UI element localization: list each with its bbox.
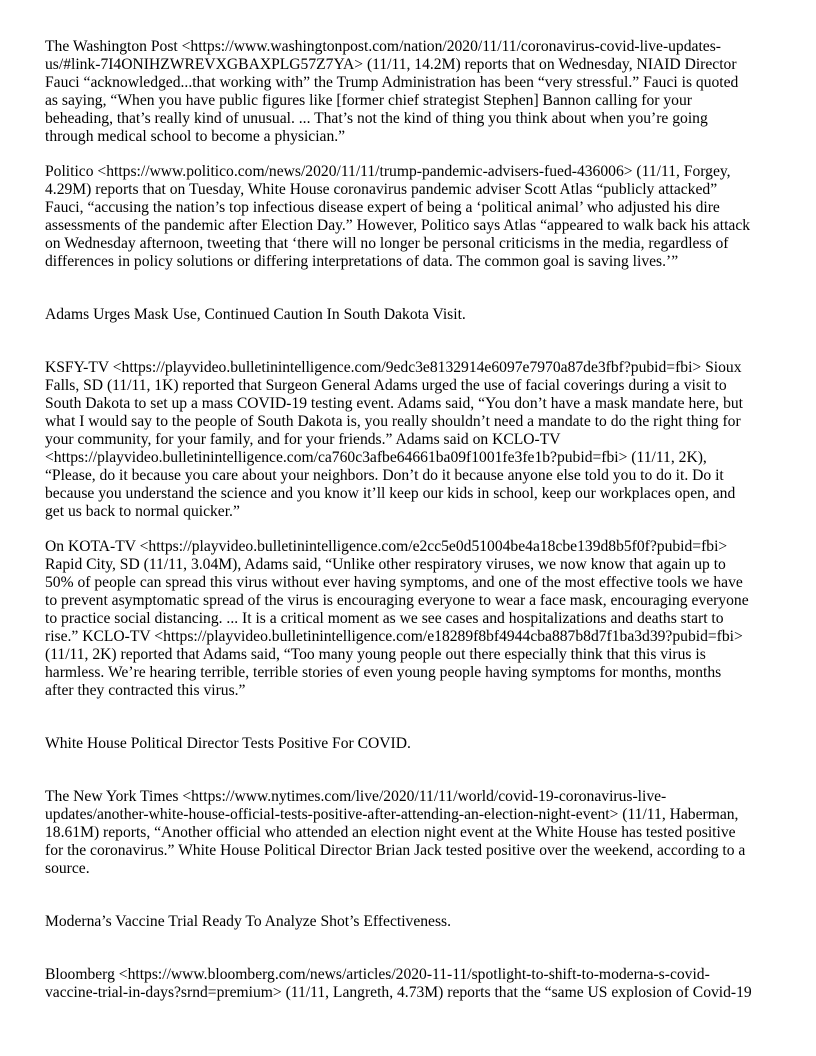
document-page [45,38,773,1002]
paragraph-washington-post: The Washington Post <https://www.washingtonpost.com/nation/2020/11/11/coronavirus-covid-live-updates- us/#link-7I4ONIHZWREVXGBAXPLG57Z7YA> (11/11, 14.2M) reports that on Wednesday, NIAID Director Fauci “acknowledged...that working with” the Trump Administration has been “very stressful.” Fauci is quoted as saying, “When you have public figures like [former chief strategist Stephen] Bannon calling for your beheading, that’s really kind of unusual. ... That’s not the kind of thing you think about when you’re going through medical school to become a physician.” [45,38,739,145]
headline-white-house-director: White House Political Director Tests Positive For COVID. [45,735,411,752]
paragraph-bloomberg: Bloomberg <https://www.bloomberg.com/news/articles/2020-11-11/spotlight-to-shift-to-moderna-s-covid- vaccine-trial-in-days?srnd=premium> (11/11, Langreth, 4.73M) reports that the “same US explosion of Covid-19 [45,966,752,1001]
paragraph-kota: On KOTA-TV <https://playvideo.bulletinintelligence.com/e2cc5e0d51004be4a18cbe139d8b5f0f?pubid=fbi> Rapid City, SD (11/11, 3.04M), Adams said, “Unlike other respiratory viruses, we now know that again up to 50% of people can spread this virus without ever having symptoms, and one of the most effective tools we have to prevent asymptomatic spread of the virus is encouraging everyone to wear a face mask, encouraging everyone to practice social distancing. ... It is a critical moment as we see cases and hospitalizations and deaths start to rise.” KCLO-TV <https://playvideo.bulletinintelligence.com/e18289f8bf4944cba887b8d7f1ba3d39?pubid=fbi> (11/11, 2K) reported that Adams said, “Too many young people out there especially think that this virus is harmless. We’re hearing terrible, terrible stories of even young people having symptoms for months, months after they contracted this virus.” [45,538,749,699]
headline-adams-mask: Adams Urges Mask Use, Continued Caution In South Dakota Visit. [45,306,466,323]
paragraph-nyt: The New York Times <https://www.nytimes.com/live/2020/11/11/world/covid-19-coronavirus-live- updates/another-white-house-official-tests-positive-after-attending-an-election-night-event> (11/11, Haberman, 18.61M) reports, “Another official who attended an election night event at the White House has tested positive for the coronavirus.” White House Political Director Brian Jack tested positive over the weekend, according to a source. [45,788,746,877]
headline-moderna: Moderna’s Vaccine Trial Ready To Analyze Shot’s Effectiveness. [45,913,452,930]
paragraph-ksfy: KSFY-TV <https://playvideo.bulletinintelligence.com/9edc3e8132914e6097e7970a87de3fbf?pubid=fbi> Sioux Falls, SD (11/11, 1K) reported that Surgeon General Adams urged the use of facial coverings during a visit to South Dakota to set up a mass COVID-19 testing event. Adams said, “You don’t have a mask mandate here, but what I would say to the people of South Dakota is, you really shouldn’t need a mandate to do the right thing for your community, for your family, and for your friends.” Adams said on KCLO-TV <https://playvideo.bulletinintelligence.com/ca760c3afbe64661ba09f1001fe3fe1b?pubid=fbi> (11/11, 2K), “Please, do it because you care about your neighbors. Don’t do it because anyone else told you to do it. Do it because you understand the science and you know it’ll keep our kids in school, keep our workplaces open, and get us back to normal quicker.” [45,359,743,520]
paragraph-politico: Politico <https://www.politico.com/news/2020/11/11/trump-pandemic-advisers-fued-436006> (11/11, Forgey, 4.29M) reports that on Tuesday, White House coronavirus pandemic adviser Scott Atlas “publicly attacked” Fauci, “accusing the nation’s top infectious disease expert of being a ‘political animal’ who adjusted his dire assessments of the pandemic after Election Day.” However, Politico says Atlas “appeared to walk back his attack on Wednesday afternoon, tweeting that ‘there will no longer be personal criticisms in the media, regardless of differences in policy solutions or differing interpretations of data. The common goal is saving lives.’” [45,163,751,270]
